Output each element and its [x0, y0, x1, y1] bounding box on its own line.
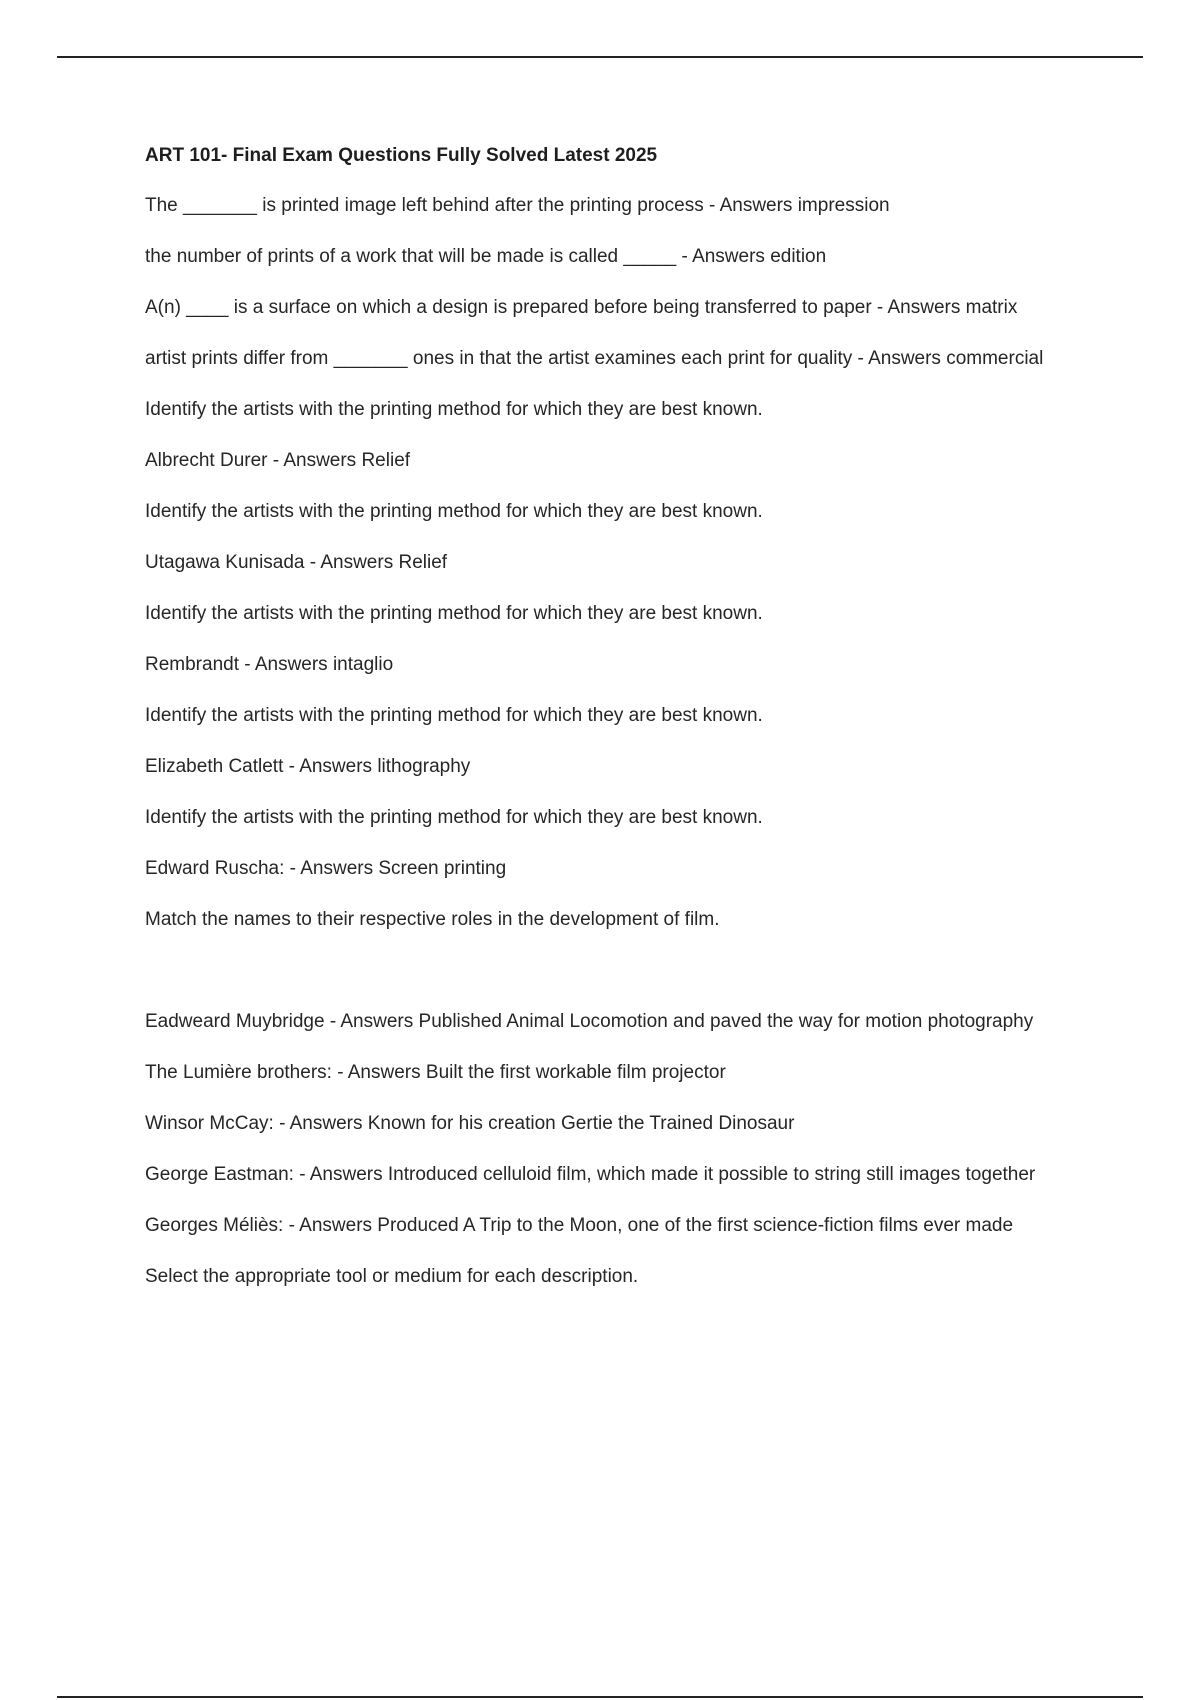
question-line: Identify the artists with the printing method for which they are best known. — [145, 603, 763, 624]
answer-line: Utagawa Kunisada - Answers Relief — [145, 552, 448, 573]
question-line: Identify the artists with the printing method for which they are best known. — [145, 705, 763, 726]
question-line: Identify the artists with the printing method for which they are best known. — [145, 807, 763, 828]
question-line: A(n) ____ is a surface on which a design is prepared before being transferred to paper - Answers matrix — [145, 297, 1018, 318]
answer-line: Albrecht Durer - Answers Relief — [145, 450, 411, 471]
answer-line: Elizabeth Catlett - Answers lithography — [145, 756, 471, 777]
answer-line: George Eastman: - Answers Introduced celluloid film, which made it possible to string still images together — [145, 1164, 1036, 1185]
question-line: Match the names to their respective roles in the development of film. — [145, 909, 720, 930]
question-line: Identify the artists with the printing method for which they are best known. — [145, 501, 763, 522]
answer-line: Eadweard Muybridge - Answers Published Animal Locomotion and paved the way for motion photography — [145, 1011, 1034, 1032]
bottom-divider — [57, 1696, 1143, 1698]
top-divider — [57, 56, 1143, 58]
answer-line: Georges Méliès: - Answers Produced A Trip to the Moon, one of the first science-fiction films ever made — [145, 1215, 1014, 1236]
question-line: artist prints differ from _______ ones in that the artist examines each print for quality - Answers commercial — [145, 348, 1044, 369]
blank-gap — [145, 956, 1085, 1007]
document-body — [145, 141, 1085, 1313]
question-line: Identify the artists with the printing method for which they are best known. — [145, 399, 763, 420]
question-line: Select the appropriate tool or medium for each description. — [145, 1266, 639, 1287]
answer-line: The Lumière brothers: - Answers Built the first workable film projector — [145, 1062, 726, 1083]
answer-line: Edward Ruscha: - Answers Screen printing — [145, 858, 507, 879]
document-title: ART 101- Final Exam Questions Fully Solved Latest 2025 — [145, 145, 658, 166]
question-line: the number of prints of a work that will be made is called _____ - Answers edition — [145, 246, 827, 267]
question-line: The _______ is printed image left behind after the printing process - Answers impression — [145, 195, 890, 216]
answer-line: Winsor McCay: - Answers Known for his creation Gertie the Trained Dinosaur — [145, 1113, 795, 1134]
answer-line: Rembrandt - Answers intaglio — [145, 654, 394, 675]
